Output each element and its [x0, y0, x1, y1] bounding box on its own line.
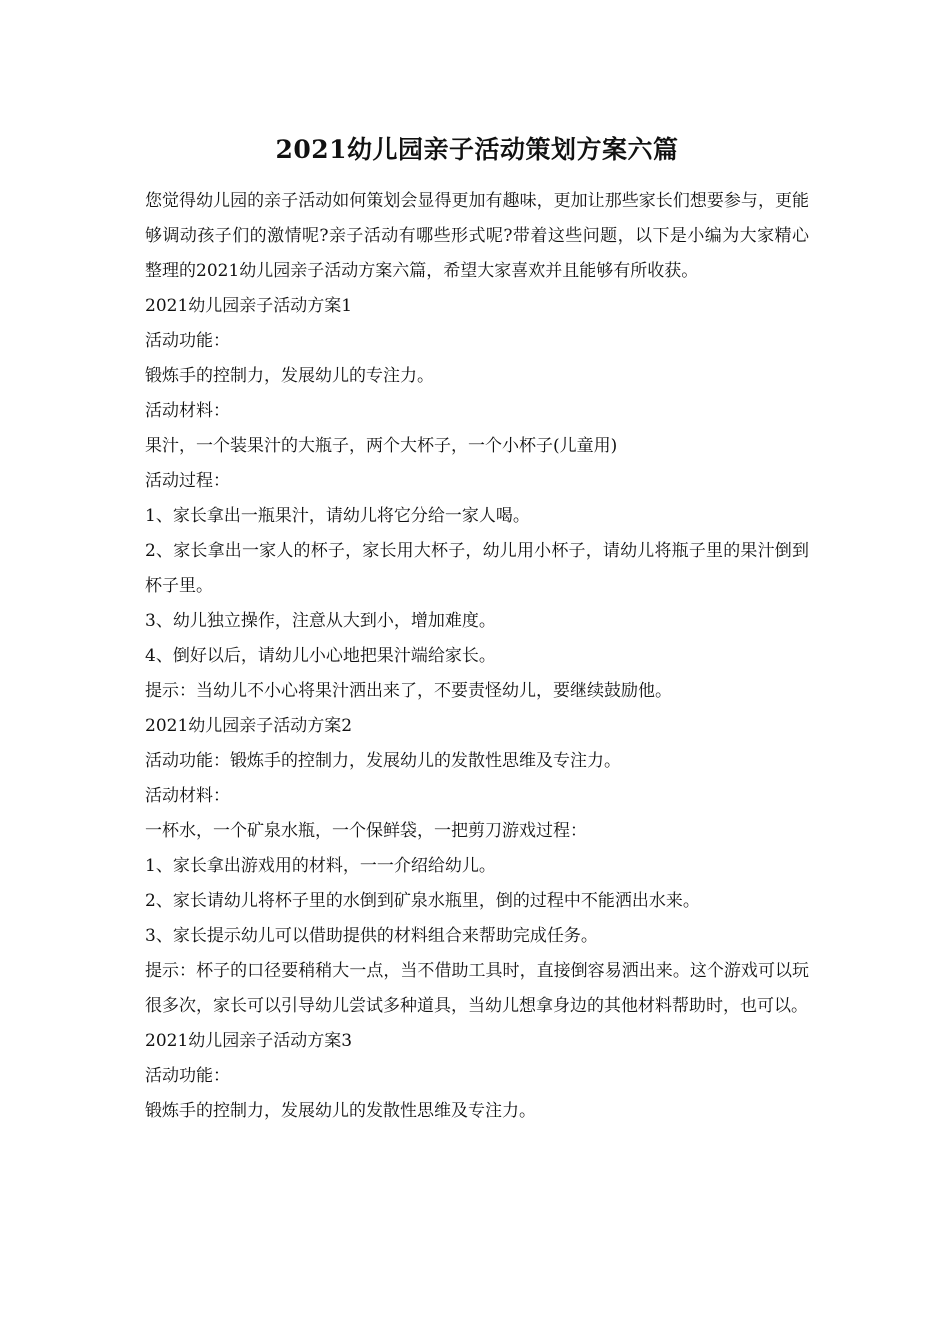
list-item: 2、家长请幼儿将杯子里的水倒到矿泉水瓶里，倒的过程中不能洒出水来。 — [145, 891, 700, 911]
paragraph: 锻炼手的控制力，发展幼儿的专注力。 — [145, 366, 434, 386]
paragraph: 活动过程： — [145, 471, 230, 491]
paragraph: 活动功能： — [145, 1066, 230, 1086]
section-heading: 2021幼儿园亲子活动方案2 — [145, 716, 353, 736]
paragraph: 活动功能： — [145, 331, 230, 351]
paragraph: 一杯水，一个矿泉水瓶，一个保鲜袋，一把剪刀游戏过程： — [145, 821, 587, 841]
paragraph: 活动功能：锻炼手的控制力，发展幼儿的发散性思维及专注力。 — [145, 751, 621, 771]
list-item: 4、倒好以后，请幼儿小心地把果汁端给家长。 — [145, 646, 496, 666]
tip-paragraph: 提示：当幼儿不小心将果汁洒出来了，不要责怪幼儿，要继续鼓励他。 — [145, 681, 672, 701]
paragraph: 活动材料： — [145, 786, 230, 806]
paragraph: 锻炼手的控制力，发展幼儿的发散性思维及专注力。 — [145, 1101, 536, 1121]
list-item: 3、幼儿独立操作，注意从大到小，增加难度。 — [145, 611, 496, 631]
paragraph: 果汁，一个装果汁的大瓶子，两个大杯子，一个小杯子(儿童用) — [145, 436, 618, 456]
list-item: 3、家长提示幼儿可以借助提供的材料组合来帮助完成任务。 — [145, 926, 598, 946]
document-title: 2021幼儿园亲子活动策划方案六篇 — [275, 135, 679, 164]
tip-paragraph: 提示：杯子的口径要稍稍大一点，当不借助工具时，直接倒容易洒出来。这个游戏可以玩很多次，家长可以引导幼儿尝试多种道具，当幼儿想拿身边的其他材料帮助时，也可以。 — [145, 961, 809, 1016]
list-item: 2、家长拿出一家人的杯子，家长用大杯子，幼儿用小杯子，请幼儿将瓶子里的果汁倒到杯子里。 — [145, 541, 809, 596]
list-item: 1、家长拿出一瓶果汁，请幼儿将它分给一家人喝。 — [145, 506, 530, 526]
list-item: 1、家长拿出游戏用的材料，一一介绍给幼儿。 — [145, 856, 496, 876]
section-heading: 2021幼儿园亲子活动方案3 — [145, 1031, 353, 1051]
document-page — [145, 128, 809, 1129]
paragraph: 活动材料： — [145, 401, 230, 421]
section-heading: 2021幼儿园亲子活动方案1 — [145, 296, 353, 316]
intro-paragraph: 您觉得幼儿园的亲子活动如何策划会显得更加有趣味，更加让那些家长们想要参与，更能够调动孩子们的激情呢?亲子活动有哪些形式呢?带着这些问题，以下是小编为大家精心整理的2021幼儿园亲子活动方案六篇，希望大家喜欢并且能够有所收获。 — [145, 191, 809, 281]
